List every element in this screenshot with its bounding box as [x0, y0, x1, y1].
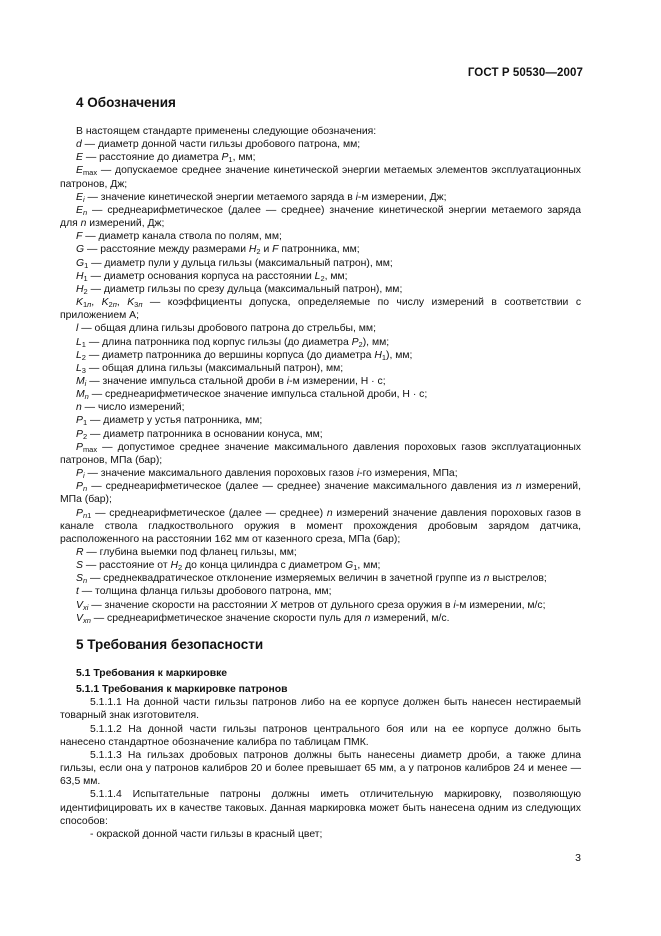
symbol-Pn1: $P_{n1}$ — среднеарифметическое (далее — среднее) n измерений значение давления пороховых газов в канале ствола гладкоствольного оружия в момент прохождения дробовым зарядом датчика, расположенного на расстоянии 162 мм от казенного среза, МПа (бар); — [60, 507, 581, 545]
symbol-Mn: $M_n$ — среднеарифметическое значение импульса стальной дроби, Н · с; — [76, 389, 428, 402]
symbol-Sn: $S_n$ — среднеквадратическое отклонение измеряемых величин в зачетной группе из n выстрелов; — [76, 573, 547, 586]
symbol-Vxi: $V_{xi}$ — значение скорости на расстоянии X метров от дульного среза оружия в i-м измерении, м/с; — [76, 599, 546, 612]
section-4-intro: В настоящем стандарте применены следующие обозначения: — [76, 126, 377, 137]
symbol-t: t — толщина фланца гильзы дробового патрона, мм; — [76, 586, 332, 598]
clause-5-1-1-2: 5.1.1.2 На донной части гильзы патронов центрального боя или на ее корпусе должно быть нанесено стандартное обозначение калибра по таблицам ПМК. — [60, 723, 581, 748]
symbol-Pmax: $P_{max}$ — допустимое среднее значение максимального давления пороховых газов эксплуатационных патронов, МПа (бар); — [60, 441, 581, 466]
subsection-5-1-1-title: 5.1.1 Требования к маркировке патронов — [76, 684, 288, 696]
section-5-body — [60, 667, 581, 841]
symbol-En: $E_n$ — среднеарифметическое (далее — среднее) значение кинетической энергии метаемого заряда для n измерений, Дж; — [60, 204, 581, 230]
symbol-H2: $H_2$ — диаметр гильзы по срезу дульца (максимальный патрон), мм; — [76, 283, 403, 296]
symbol-G: G — расстояние между размерами $H_2$ и F патронника, мм; — [76, 244, 360, 257]
symbol-Pn: $P_n$ — среднеарифметическое (далее — среднее) значение максимального давления из n измерений, МПа (бар); — [60, 481, 581, 506]
symbol-K: $K_{1п}$, $K_{2п}$, $K_{3п}$ — коэффициенты допуска, определяемые по числу измерений в соответствии с приложением А; — [60, 297, 582, 322]
symbol-H1: $H_1$ — диаметр основания корпуса на расстоянии $L_2$, мм; — [76, 270, 348, 283]
symbol-P1: $P_1$ — диаметр у устья патронника, мм; — [76, 415, 263, 428]
section-4-title: 4 Обозначения — [76, 95, 176, 110]
clause-5-1-1-4: 5.1.1.4 Испытательные патроны должны иметь отличительную маркировку, позволяющую идентифицировать их в качестве таковых. Данная маркировка может быть нанесена одним из следующих способов: — [60, 789, 581, 827]
symbol-Vxn: $V_{xn}$ — среднеарифметическое значение скорости пуль для n измерений, м/с. — [76, 612, 450, 625]
symbol-Mi: $M_i$ — значение импульса стальной дроби в i-м измерении, Н · с; — [76, 375, 386, 388]
symbol-G1: $G_1$ — диаметр пули у дульца гильзы (максимальный патрон), мм; — [76, 257, 393, 270]
symbol-E: E — расстояние до диаметра $P_1$, мм; — [76, 152, 256, 165]
symbol-L3: $L_3$ — общая длина гильзы (максимальный патрон), мм; — [76, 362, 344, 375]
symbol-n: n — число измерений; — [76, 402, 185, 414]
clause-5-1-1-3: 5.1.1.3 На гильзах дробовых патронов должны быть нанесены диаметр дроби, а также длина гильзы, если она у патронов калибров 20 и более превышает 65 мм, а у патронов калибров 24 и менее — 63,5 мм. — [60, 749, 581, 788]
standard-header: ГОСТ Р 50530—2007 — [467, 67, 583, 79]
section-5-title: 5 Требования безопасности — [76, 637, 264, 652]
symbol-Emax: $E_{max}$ — допускаемое среднее значение кинетической энергии метаемых элементов эксплуатационных патронов, Дж; — [60, 165, 581, 190]
symbol-L1: $L_1$ — длина патронника под корпус гильзы (до диаметра $P_2$), мм; — [76, 336, 390, 349]
symbol-L2: $L_2$ — диаметр патронника до вершины корпуса (до диаметра $H_1$), мм; — [76, 349, 413, 362]
symbol-Ei: $E_i$ — значение кинетической энергии метаемого заряда в i-м измерении, Дж; — [76, 191, 447, 204]
symbol-Pi: $P_i$ — значение максимального давления пороховых газов i-го измерения, МПа; — [76, 468, 458, 481]
symbol-F: F — диаметр канала ствола по полям, мм; — [76, 231, 282, 243]
symbols-list — [60, 125, 581, 625]
subsection-5-1-title: 5.1 Требования к маркировке — [76, 668, 228, 679]
list-item-red-paint: - окраской донной части гильзы в красный цвет; — [90, 828, 323, 840]
symbol-P2: $P_2$ — диаметр патронника в основании конуса, мм; — [76, 428, 323, 441]
symbol-d: d — диаметр донной части гильзы дробового патрона, мм; — [76, 139, 361, 151]
symbol-S: S — расстояние от $H_2$ до конца цилиндра с диаметром $G_1$, мм; — [76, 560, 381, 573]
symbol-R: R — глубина выемки под фланец гильзы, мм; — [76, 547, 297, 558]
page-number: 3 — [575, 852, 581, 864]
symbol-l: l — общая длина гильзы дробового патрона до стрельбы, мм; — [76, 323, 376, 335]
clause-5-1-1-1: 5.1.1.1 На донной части гильзы патронов либо на ее корпусе должен быть нанесен нестираемый товарный знак изготовителя. — [60, 697, 581, 722]
